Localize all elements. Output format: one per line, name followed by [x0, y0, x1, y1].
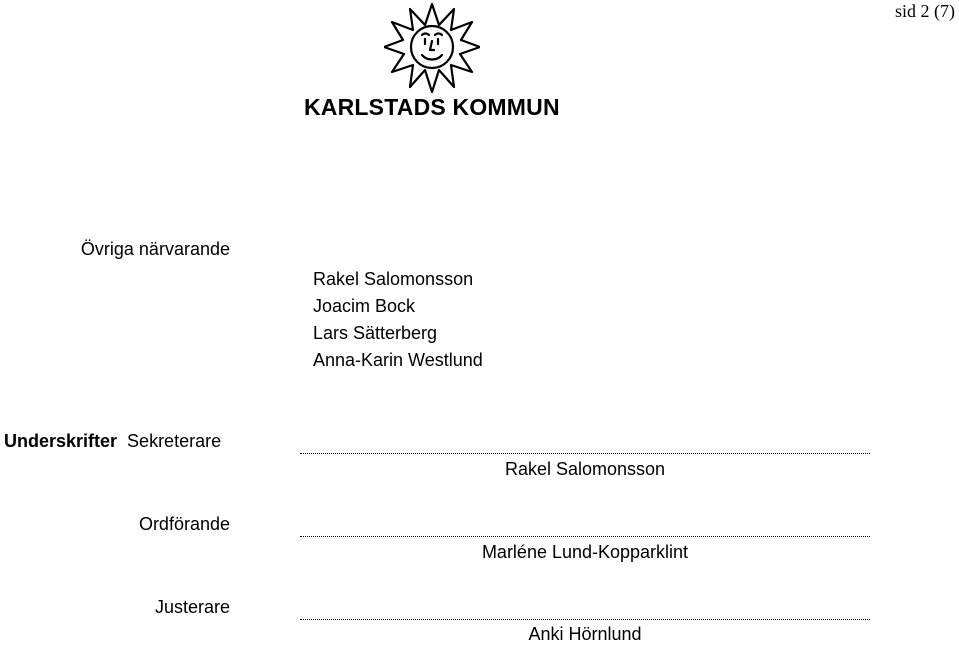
signature-role-secretary: Sekreterare — [127, 431, 222, 451]
signature-name-secretary: Rakel Salomonsson — [504, 459, 666, 479]
signature-line-adjuster — [300, 619, 870, 620]
list-item: Lars Sätterberg — [313, 323, 438, 343]
page-number: sid 2 (7) — [895, 1, 955, 21]
signature-role-chair: Ordförande — [138, 514, 230, 534]
sun-face-icon — [384, 2, 480, 94]
list-item: Anna-Karin Westlund — [313, 350, 483, 370]
municipality-logo — [300, 2, 562, 124]
signature-name-adjuster: Anki Hörnlund — [528, 624, 642, 644]
signature-line-chair — [300, 536, 870, 537]
attendee-list — [313, 266, 483, 374]
signature-name-chair: Marléne Lund-Kopparklint — [481, 542, 689, 562]
attendees-label: Övriga närvarande — [80, 239, 230, 259]
signatures-heading-row — [4, 431, 221, 452]
logo-wordmark: KARLSTADS KOMMUN — [304, 94, 560, 120]
list-item: Rakel Salomonsson — [313, 269, 474, 289]
signature-role-adjuster: Justerare — [154, 597, 230, 617]
list-item: Joacim Bock — [313, 296, 416, 316]
signature-line-secretary — [300, 453, 870, 454]
signatures-heading: Underskrifter — [4, 431, 118, 451]
